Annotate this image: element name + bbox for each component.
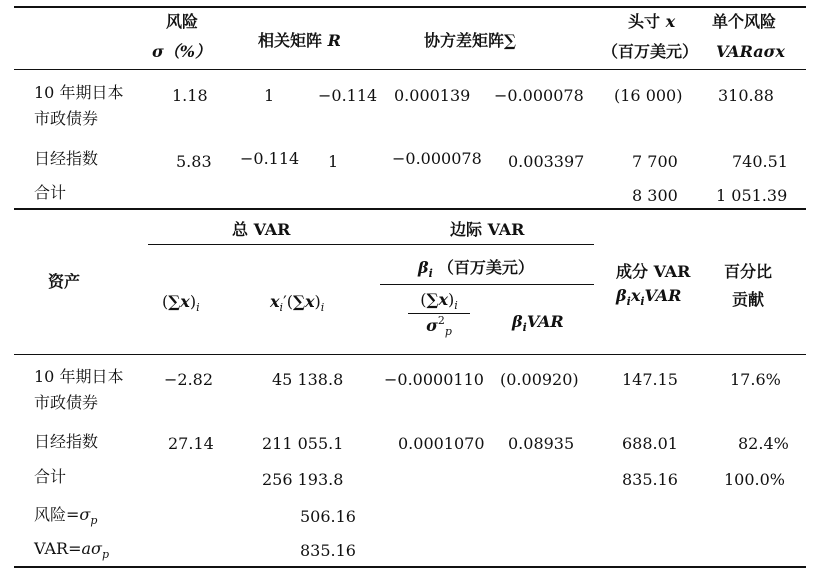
position-value: (16 000): [614, 86, 683, 105]
header-rule-top: [14, 69, 806, 70]
beta-value: −0.0000110: [384, 370, 484, 389]
cov-value: −0.000078: [392, 149, 482, 168]
header-position: [628, 12, 675, 31]
header-cov-matrix: [424, 31, 516, 50]
asset-name-nikkei: 日经指数: [34, 149, 99, 168]
section-divider: [14, 208, 806, 210]
corr-value: 1: [328, 152, 339, 171]
beta-rule: [380, 284, 594, 285]
portfolio-risk-value: 506.16: [300, 507, 356, 526]
header-percent-line1: 百分比: [724, 262, 773, 281]
x-sigma-x-total: 256 193.8: [262, 470, 344, 489]
risk-label-text: 风险=: [34, 505, 80, 524]
bottom-border: [14, 566, 806, 568]
percent-value: 82.4%: [738, 434, 789, 453]
total-var-rule: [148, 244, 380, 245]
asset-name-line1: 10 年期日本: [34, 367, 124, 386]
sigma-value: 5.83: [176, 152, 212, 171]
asset-name-jgb: [34, 364, 123, 416]
marginal-var-rule: [380, 244, 594, 245]
top-border: [14, 6, 806, 8]
header-position-label: 头寸: [628, 12, 661, 31]
header-position-symbol: x: [665, 12, 676, 31]
var-label-text: VAR=: [34, 539, 82, 558]
header-marginal-var: 边际 VAR: [450, 220, 525, 239]
corr-value: 1: [264, 86, 275, 105]
sigma-x-value: 27.14: [168, 434, 214, 453]
cov-value: 0.003397: [508, 152, 585, 171]
header-sigma-x: $(\sum x)_i$: [162, 292, 200, 314]
header-beta: [418, 258, 534, 280]
header-corr-symbol: R: [327, 31, 341, 50]
header-individual-var: 单个风险: [712, 12, 777, 31]
beta-value: 0.0001070: [398, 434, 485, 453]
header-x-sigma-x: $x_i'(\sum x)_i$: [270, 292, 325, 314]
header-corr-label: 相关矩阵: [258, 31, 323, 50]
portfolio-var-value: 835.16: [300, 541, 356, 560]
header-position-unit: （百万美元）: [602, 42, 699, 61]
header-beta-var: $\beta_iVAR$: [512, 312, 564, 334]
individual-var-total: 1 051.39: [716, 186, 788, 205]
header-asset: 资产: [48, 272, 81, 291]
x-sigma-x-value: 45 138.8: [272, 370, 344, 389]
header-component-var-formula: $\beta_ix_iVAR$: [616, 286, 682, 308]
header-beta-unit: （百万美元）: [437, 258, 534, 277]
sigma-x-value: −2.82: [164, 370, 214, 389]
cov-value: 0.000139: [394, 86, 471, 105]
header-risk: 风险: [166, 12, 199, 31]
corr-value: −0.114: [318, 86, 378, 105]
header-percent-line2: 贡献: [732, 290, 765, 309]
component-var-total: 835.16: [622, 470, 678, 489]
portfolio-risk-label: 风险$=\sigma_p$: [34, 505, 98, 527]
asset-name-nikkei: 日经指数: [34, 432, 99, 451]
header-component-var: 成分 VAR: [616, 262, 691, 281]
percent-total: 100.0%: [724, 470, 786, 489]
asset-name-line2: 市政债券: [34, 109, 99, 128]
x-sigma-x-value: 211 055.1: [262, 434, 344, 453]
header-cov-symbol: ∑: [504, 31, 517, 50]
beta-var-value: 0.08935: [508, 434, 575, 453]
header-individual-var-symbol: VARaσx: [716, 42, 785, 61]
percent-value: 17.6%: [730, 370, 781, 389]
header-sigma: σ（%）: [152, 42, 212, 61]
position-value: 7 700: [632, 152, 678, 171]
component-var-value: 147.15: [622, 370, 678, 389]
header-beta-fraction: $(\sum x)_i$ $\sigma^2_p$: [408, 290, 470, 338]
position-total: 8 300: [632, 186, 678, 205]
header-rule-bottom: [14, 354, 806, 355]
asset-name-line1: 10 年期日本: [34, 83, 124, 102]
sigma-value: 1.18: [172, 86, 208, 105]
asset-name-line2: 市政债券: [34, 393, 99, 412]
header-total-var: 总 VAR: [232, 220, 291, 239]
total-label: 合计: [34, 467, 67, 486]
corr-value: −0.114: [240, 149, 300, 168]
beta-symbol: $\beta_i$: [418, 258, 433, 280]
beta-var-value: (0.00920): [500, 370, 579, 389]
header-corr-matrix: [258, 31, 341, 50]
asset-name-jgb: [34, 80, 123, 132]
individual-var-value: 740.51: [732, 152, 788, 171]
portfolio-var-label: $VAR=a\sigma_p$: [34, 539, 109, 561]
header-cov-label: 协方差矩阵: [424, 31, 505, 50]
component-var-value: 688.01: [622, 434, 678, 453]
cov-value: −0.000078: [494, 86, 584, 105]
total-label: 合计: [34, 183, 67, 202]
individual-var-value: 310.88: [718, 86, 774, 105]
